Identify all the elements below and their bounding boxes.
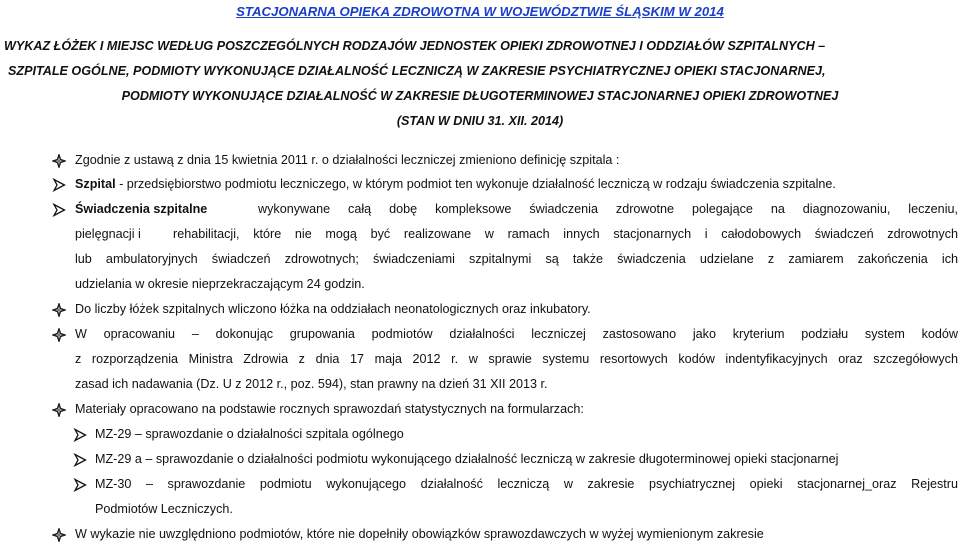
grouping-note-line-1: W opracowaniu – dokonując grupowania podmiotów działalności leczniczej zastosowano jako kryterium podziału system kodów (75, 327, 958, 341)
form-mz29: MZ-29 – sprawozdanie o działalności szpitala ogólnego (95, 427, 404, 441)
arrowhead-bullet-icon (73, 453, 87, 467)
form-mz29a: MZ-29 a – sprawozdanie o działalności podmiotu wykonującego działalność leczniczą w zakresie długoterminowej opieki stacjonarnej (95, 452, 839, 466)
diamond-star-bullet-icon (52, 154, 66, 168)
arrowhead-bullet-icon (52, 178, 66, 192)
form-mz30-line-1: MZ-30 – sprawozdanie podmiotu wykonującego działalność leczniczą w zakresie psychiatrycznej opieki stacjonarnej_oraz Rejestru (95, 477, 958, 491)
hospital-services-line-1: wykonywane całą dobę kompleksowe świadczenia zdrowotne polegające na diagnozowaniu, leczeniu, (258, 202, 958, 216)
diamond-star-bullet-icon (52, 303, 66, 317)
hospital-term: Szpital (75, 177, 116, 191)
heading-line-2: SZPITALE OGÓLNE, PODMIOTY WYKONUJĄCE DZIAŁALNOŚĆ LECZNICZĄ W ZAKRESIE PSYCHIATRYCZNEJ OPIEKI STACJONARNEJ, (8, 64, 826, 78)
hospital-definition-text: - przedsiębiorstwo podmiotu leczniczego, w którym podmiot ten wykonuje działalność leczniczą w rodzaju świadczenia szpitalne. (115, 177, 836, 191)
law-definition-intro: Zgodnie z ustawą z dnia 15 kwietnia 2011 r. o działalności leczniczej zmieniono definicję szpitala : (75, 153, 620, 167)
excluded-entities-note: W wykazie nie uwzględniono podmiotów, które nie dopełniły obowiązków sprawozdawczych w wyżej wymienionym zakresie (75, 527, 764, 541)
hospital-services-term: Świadczenia szpitalne (75, 202, 208, 216)
diamond-star-bullet-icon (52, 528, 66, 542)
grouping-note-line-2: z rozporządzenia Ministra Zdrowia z dnia 17 maja 2012 r. w sprawie systemu resortowych kodów indentyfikacyjnych oraz szczegółowych (75, 352, 958, 366)
arrowhead-bullet-icon (73, 478, 87, 492)
sources-note: Materiały opracowano na podstawie rocznych sprawozdań statystycznych na formularzach: (75, 402, 584, 416)
beds-count-note: Do liczby łóżek szpitalnych wliczono łóżka na oddziałach neonatologicznych oraz inkubatory. (75, 302, 591, 316)
heading-line-1: WYKAZ ŁÓŻEK I MIEJSC WEDŁUG POSZCZEGÓLNYCH RODZAJÓW JEDNOSTEK OPIEKI ZDROWOTNEJ I ODDZIAŁÓW SZPITALNYCH – (4, 39, 826, 53)
form-mz30-line-2: Podmiotów Leczniczych. (95, 502, 233, 516)
grouping-note-line-3: zasad ich nadawania (Dz. U z 2012 r., poz. 594), stan prawny na dzień 31 XII 2013 r. (75, 377, 548, 391)
hospital-services-line-4: udzielania w okresie nieprzekraczającym 24 godzin. (75, 277, 365, 291)
hospital-definition (75, 177, 836, 192)
arrowhead-bullet-icon (52, 203, 66, 217)
heading-line-4: (STAN W DNIU 31. XII. 2014) (396, 114, 564, 128)
hospital-services-line-3: lub ambulatoryjnych świadczeń zdrowotnych; świadczeniami szpitalnymi są także świadczenia udzielane z zamiarem zakończenia ich (75, 252, 958, 266)
hospital-services-line-2b: rehabilitacji, które nie mogą być realizowane w ramach innych stacjonarnych i całodobowych świadczeń zdrowotnych (173, 227, 958, 241)
diamond-star-bullet-icon (52, 403, 66, 417)
arrowhead-bullet-icon (73, 428, 87, 442)
page-title: STACJONARNA OPIEKA ZDROWOTNA W WOJEWÓDZTWIE ŚLĄSKIM W 2014 (236, 4, 724, 19)
heading-line-3: PODMIOTY WYKONUJĄCE DZIAŁALNOŚĆ W ZAKRESIE DŁUGOTERMINOWEJ STACJONARNEJ OPIEKI ZDROWOTNEJ (121, 89, 839, 103)
hospital-services-line-2a: pielęgnacji i (75, 227, 141, 241)
diamond-star-bullet-icon (52, 328, 66, 342)
